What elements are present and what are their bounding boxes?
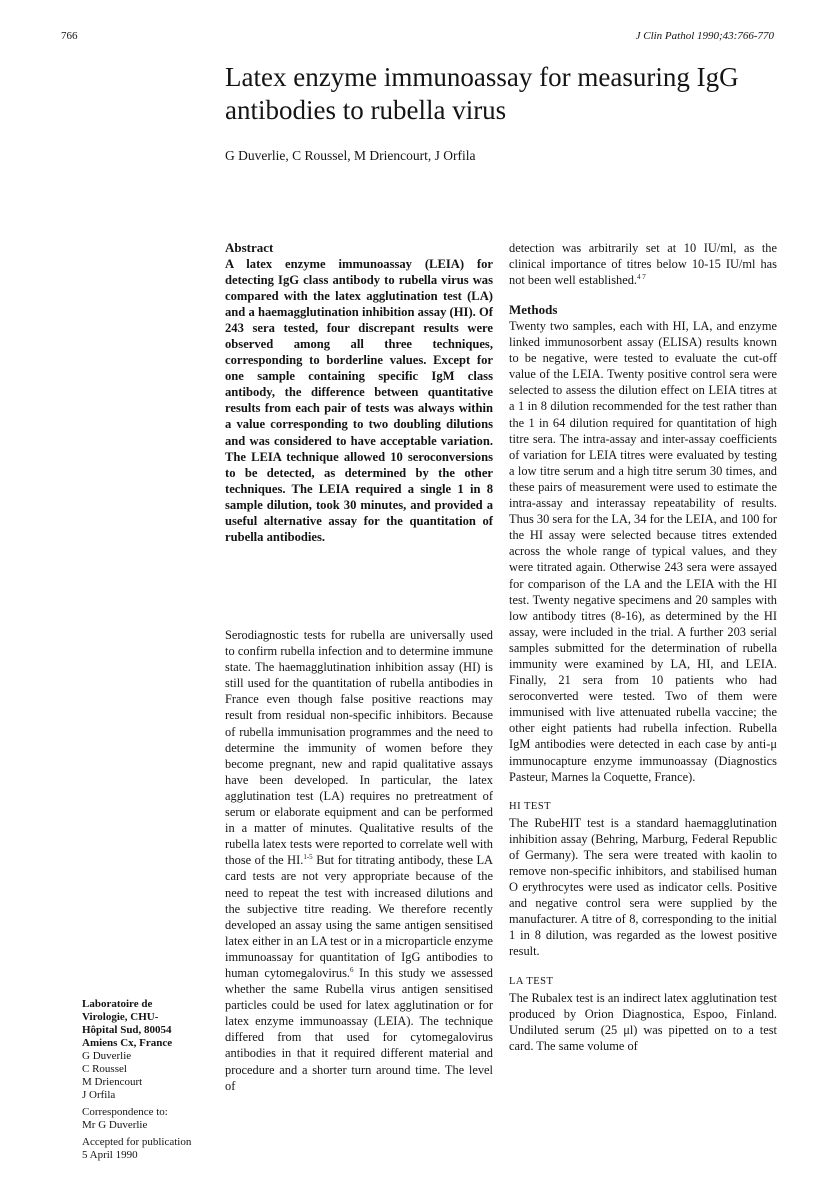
intro-ref-a: 1-5: [303, 853, 313, 862]
affiliation-line: Hôpital Sud, 80054: [82, 1024, 172, 1036]
title-line-2: antibodies to rubella virus: [225, 95, 507, 125]
page-number: 766: [61, 30, 78, 42]
title-line-1: Latex enzyme immunoassay for measuring IgG: [225, 62, 739, 92]
affiliation-line: Amiens Cx, France: [82, 1037, 173, 1049]
la-test-text: The Rubalex test is an indirect latex agglutination test produced by Orion Diagnostica, Espoo, Finland. Undiluted serum (25 μl) was pipetted on to a test card. The same volume of: [509, 990, 777, 1053]
intro-ref-b: 6: [350, 965, 354, 974]
intro-text-b: But for titrating antibody, these LA card tests are not very appropriate because of the need to repeat the test with increased dilutions and the subjective titre reading. We therefore recently developed an assay using the same antigen sensitised latex either in an LA test or in a microparticle enzyme immunoassay for quantitation of IgG antibodies to human cytomegalovirus.: [225, 853, 493, 980]
left-column: [225, 240, 493, 545]
accepted-label: Accepted for publication: [82, 1136, 192, 1148]
correspondence-name: Mr G Duverlie: [82, 1119, 148, 1131]
intro-text-a: Serodiagnostic tests for rubella are universally used to confirm rubella infection and to determine immune state. The haemagglutination inhibition assay (HI) is still used for the quantitation of rubella antibodies in France even though false positive reactions may result from residual non-specific inhibitors. Because of rubella immunisation programmes and the need to determine the immunity of women before they become pregnant, new and rapid qualitative assays have been developed. In particular, the latex agglutination test (LA) requires no pretreatment of serum or elaborate equipment and can be performed in a matter of minutes. Qualitative results of the rubella latex tests were reported to correlate well with those of the HI.: [225, 628, 493, 868]
article-title: [225, 61, 785, 127]
journal-citation: J Clin Pathol 1990;43:766-770: [635, 30, 774, 42]
sidebar-author: C Roussel: [82, 1063, 127, 1075]
continued-text-body: detection was arbitrarily set at 10 IU/ml, as the clinical importance of titres below 10-15 IU/ml has not been well established.: [509, 241, 777, 287]
continued-text: [509, 240, 777, 288]
abstract-heading: Abstract: [225, 240, 274, 255]
hi-test-text: The RubeHIT test is a standard haemagglutination inhibition assay (Behring, Marburg, Federal Republic of Germany). The sera were treated with kaolin to remove non-specific inhibitors, and stabilised human O erythrocytes were used as indicator cells. Positive and negative control sera were supplied by the manufacturer. A titre of 8, corresponding to the initial 1 in 8 dilution, was regarded as the lowest positive result.: [509, 815, 777, 959]
intro-paragraph: [225, 627, 493, 1094]
correspondence-label: Correspondence to:: [82, 1106, 168, 1118]
continued-ref: 4 7: [637, 272, 646, 281]
affiliation-line: Laboratoire de: [82, 998, 153, 1010]
right-column: [509, 240, 777, 1054]
affiliation-sidebar: [82, 998, 207, 1162]
intro-text-c: In this study we assessed whether the same Rubella virus antigen sensitised particles could be used for latex agglutination or for latex enzyme immunoassay (LEIA). The technique differed from that used for cytomegalovirus antibodies in that it required different material and procedure and a shorter turn around time. The level of: [225, 965, 493, 1093]
methods-heading: Methods: [509, 302, 558, 317]
intro-section: [225, 627, 493, 1094]
hi-test-heading: HI TEST: [509, 800, 552, 812]
sidebar-author: M Driencourt: [82, 1076, 143, 1088]
author-list: G Duverlie, C Roussel, M Driencourt, J Orfila: [225, 148, 476, 163]
affiliation-line: Virologie, CHU-: [82, 1011, 159, 1023]
la-test-heading: LA TEST: [509, 975, 554, 987]
sidebar-author: G Duverlie: [82, 1050, 132, 1062]
accepted-date: 5 April 1990: [82, 1149, 138, 1161]
methods-text: Twenty two samples, each with HI, LA, and enzyme linked immunosorbent assay (ELISA) results known to be negative, were tested to evaluate the cut-off value of the LEIA. Twenty positive control sera were selected to assess the dilution effect on LEIA titres at a 1 in 8 dilution recommended for the test rather than the 1 in 64 dilution required for quantitation of high titre sera. The intra-assay and inter-assay coefficients of variation for LEIA titres were evaluated by testing a low titre serum and a high titre serum 30 times, and these pairs of measurement were used to estimate the intra-assay and interassay repeatability of results. Thus 30 sera for the LA, 34 for the LEIA, and 100 for the HI assay were selected because titres extended across the whole range of typical values, and they were titrated again. Otherwise 243 sera were assayed for comparison of the LA and the LEIA with the HI test. Twenty negative specimens and 20 samples with low antibody titres (8-16), as determined by the HI assay, were included in the trial. A further 203 serial samples submitted for the determination of rubella immunity were examined by LA, HI, and LEIA. Finally, 21 sera from 10 patients who had seroconverted were tested. Two of them were immunised with live attenuated rubella vaccine; the other eight patients had rubella infection. Rubella IgM antibodies were detected in each case by anti-μ immunocapture enzyme immunoassay (Diagnostics Pasteur, Marnes la Coquette, France).: [509, 319, 777, 784]
abstract-text: A latex enzyme immunoassay (LEIA) for detecting IgG class antibody to rubella virus was compared with the latex agglutination test (LA) and a haemagglutination inhibition assay (HI). Of 243 sera tested, four discrepant results were observed among all three techniques, corresponding to borderline values. Except for one sample containing specific IgM class antibody, the difference between quantitative results from each pair of tests was always within a value corresponding to two doubling dilutions and was considered to have acceptable variation. The LEIA technique allowed 10 seroconversions to be detected, as determined by the other techniques. The LEIA required a single 1 in 8 sample dilution, took 30 minutes, and provided a useful alternative assay for the quantitation of rubella antibodies.: [225, 257, 493, 544]
sidebar-author: J Orfila: [82, 1089, 116, 1101]
